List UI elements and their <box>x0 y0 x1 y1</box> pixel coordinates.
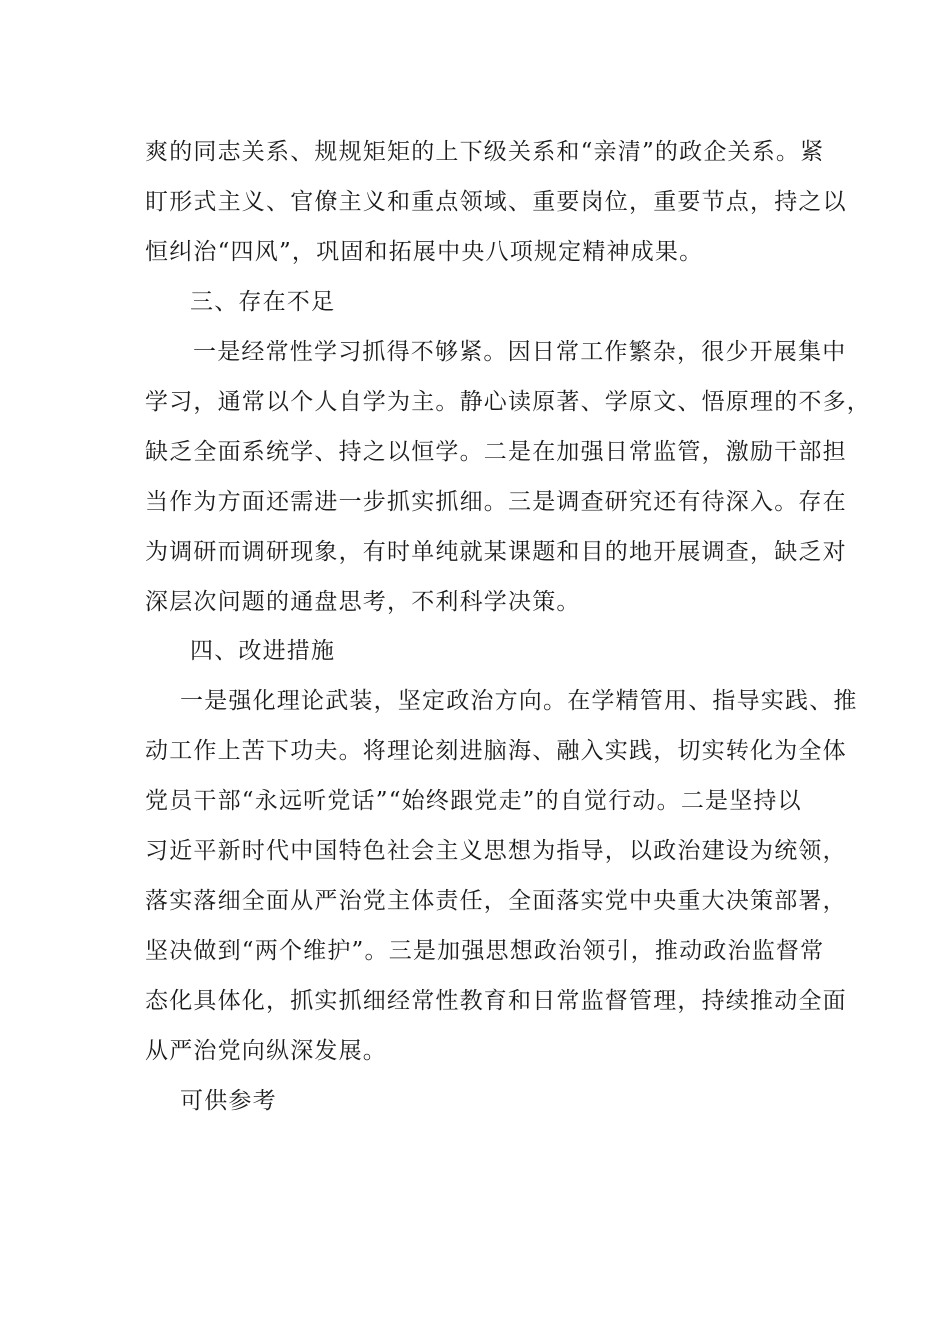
paragraph-line: 爽的同志关系、规规矩矩的上下级关系和“亲清”的政企关系。紧 <box>145 139 825 165</box>
paragraph-line: 态化具体化，抓实抓细经常性教育和日常监督管理，持续推动全面 <box>145 988 847 1014</box>
closing-note: 可供参考 <box>180 1088 277 1114</box>
section-heading-3: 三、存在不足 <box>190 289 336 315</box>
paragraph-line: 盯形式主义、官僚主义和重点领域、重要岗位，重要节点，持之以 <box>145 189 847 215</box>
paragraph-line: 坚决做到“两个维护”。三是加强思想政治领引，推动政治监督常 <box>145 938 825 964</box>
paragraph-line: 落实落细全面从严治党主体责任，全面落实党中央重大决策部署， <box>145 888 847 914</box>
paragraph-line: 当作为方面还需进一步抓实抓细。三是调查研究还有待深入。存在 <box>145 489 847 515</box>
paragraph-line: 一是强化理论武装，坚定政治方向。在学精管用、指导实践、推 <box>180 688 858 714</box>
paragraph-line: 党员干部“永远听党话”“始终跟党走”的自觉行动。二是坚持以 <box>145 788 802 814</box>
paragraph-line: 为调研而调研现象，有时单纯就某课题和目的地开展调查，缺乏对 <box>145 539 847 565</box>
paragraph-line: 习近平新时代中国特色社会主义思想为指导，以政治建设为统领， <box>145 838 847 864</box>
paragraph-line: 恒纠治“四风”，巩固和拓展中央八项规定精神成果。 <box>145 239 704 265</box>
paragraph-line: 学习，通常以个人自学为主。静心读原著、学原文、悟原理的不多， <box>145 389 871 415</box>
paragraph-line: 从严治党向纵深发展。 <box>145 1038 387 1064</box>
paragraph-line: 深层次问题的通盘思考，不利科学决策。 <box>145 589 581 615</box>
paragraph-line: 缺乏全面系统学、持之以恒学。二是在加强日常监管，激励干部担 <box>145 439 847 465</box>
section-heading-4: 四、改进措施 <box>190 638 336 664</box>
paragraph-line: 一是经常性学习抓得不够紧。因日常工作繁杂，很少开展集中 <box>193 339 847 365</box>
paragraph-line: 动工作上苦下功夫。将理论刻进脑海、融入实践，切实转化为全体 <box>145 738 847 764</box>
